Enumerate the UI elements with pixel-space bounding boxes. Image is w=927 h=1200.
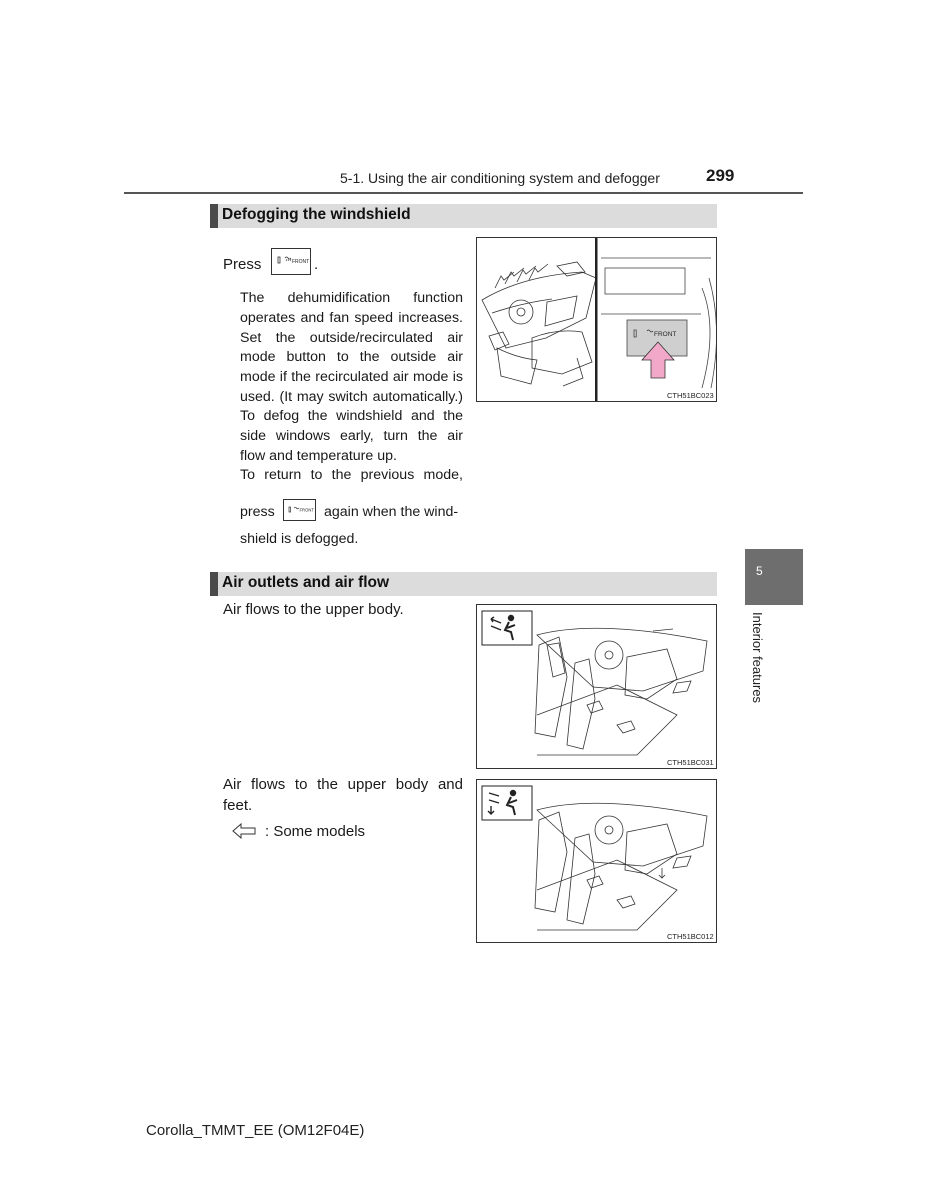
front-defogger-button-icon [271, 248, 311, 275]
chapter-tab [745, 549, 803, 605]
text-line-5: mode if the recirculated air mode is [240, 369, 463, 385]
cabin-illustration-1 [477, 605, 716, 768]
press-again-label: press [240, 504, 275, 520]
footer-manual-code: Corolla_TMMT_EE (OM12F04E) [146, 1122, 365, 1139]
page-number: 299 [706, 166, 735, 185]
figure-code-2: CTH51BC031 [667, 758, 714, 767]
text-line-6: used. (It may switch automatically.) [240, 389, 463, 405]
airflow-upper-body-text: Air flows to the upper body. [223, 601, 404, 618]
text-line-3: Set the outside/recirculated air [240, 330, 463, 346]
section-bar-air-outlets [210, 572, 717, 596]
outline-arrow-icon [232, 823, 256, 839]
panel-button-label: FRONT [654, 331, 677, 338]
figure-code-1: CTH51BC023 [667, 391, 714, 400]
text-line-4: mode button to the outside air [240, 349, 463, 365]
chapter-number: 5 [756, 564, 763, 578]
text-line-10: To return to the previous mode, [240, 467, 463, 483]
header-title: 5-1. Using the air conditioning system and defogger [340, 170, 660, 186]
chapter-label: Interior features [750, 612, 765, 704]
some-models-text: : Some models [265, 823, 366, 840]
text-line-7: To defog the windshield and the [240, 408, 463, 424]
front-defogger-button-icon-small [283, 499, 316, 521]
text-line-1: The dehumidification function [240, 290, 463, 306]
front-defogger-button-label: FRONT [292, 259, 310, 265]
press-period: . [314, 256, 319, 273]
section-title-defogging: Defogging the windshield [222, 206, 411, 223]
text-line-9: flow and temperature up. [240, 448, 397, 464]
section-bar-defogging [210, 204, 717, 228]
figure-dashboard-defogger [476, 237, 717, 402]
front-defogger-button-label-small: FRONT [299, 507, 314, 513]
press-again-suffix: again when the wind- [324, 504, 459, 520]
header-rule [124, 192, 803, 194]
airflow-upper-body-feet-text-2: feet. [223, 797, 253, 814]
airflow-upper-body-feet-text-1: Air flows to the upper body and [223, 776, 463, 793]
dashboard-illustration [477, 238, 716, 401]
figure-airflow-upper-body-feet [476, 779, 717, 943]
cabin-illustration-2 [477, 780, 716, 942]
press-label: Press [223, 256, 262, 273]
text-line-8: side windows early, turn the air [240, 428, 463, 444]
text-line-2: operates and fan speed increases. [240, 310, 463, 326]
figure-airflow-upper-body [476, 604, 717, 769]
figure-code-3: CTH51BC012 [667, 932, 714, 941]
section-title-air-outlets: Air outlets and air flow [222, 574, 390, 591]
press-again-end: shield is defogged. [240, 531, 359, 547]
